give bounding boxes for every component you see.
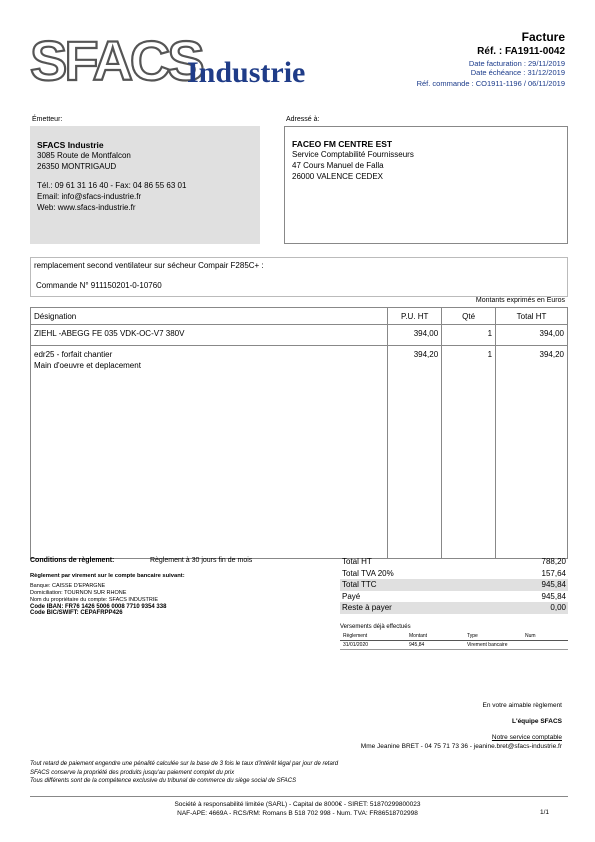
payments-table: Règlement Montant Type Num 31/01/2020 945,84 Virement bancaire (340, 632, 568, 650)
row-qty: 1 (442, 346, 496, 559)
row-total: 394,00 (496, 325, 568, 346)
row-pu: 394,20 (388, 346, 442, 559)
virement-title: Règlement par virement sur le compte bancaire suivant: (30, 573, 185, 579)
addressee-line1: Service Comptabilité Fournisseurs (292, 150, 414, 159)
addressee-line3: 26000 VALENCE CEDEX (292, 172, 384, 181)
emitter-box (30, 126, 260, 244)
bank-name: Banque: CAISSE D'EPARGNE (30, 583, 106, 589)
conditions-label: Conditions de règlement: (30, 557, 115, 564)
bank-domiciliation: Domiciliation: TOURNON SUR RHONE (30, 590, 127, 596)
total-ht-row: Total HT 788,20 (342, 557, 566, 567)
invoice-ref: Réf. : FA1911-0042 (477, 46, 565, 57)
ref-commande: Réf. commande : CO1911-1196 / 06/11/2019 (416, 79, 565, 88)
addressee-label: Adressé à: (286, 116, 320, 123)
closing-service: Notre service comptable (491, 734, 562, 741)
addressee-box (284, 126, 568, 244)
col-designation: Désignation (31, 308, 388, 325)
date-echeance: Date échéance : 31/12/2019 (470, 68, 565, 77)
legal-notice: Tout retard de paiement engendre une pénalité calculée sur la base de 3 fois le taux d'intérêt légal par jour de retard SFACS conserve la propriété des produits jusqu'au paiement complet du prix Tous différents sont de la compétence exclusive du tribunal de commerce du siège social de SFACS (30, 761, 339, 784)
company-logo (30, 30, 320, 88)
total-ttc-row: Total TTC 945,84 (342, 580, 566, 590)
bic: Code BIC/SWIFT: CEPAFRPP426 (30, 610, 123, 616)
emitter-email: Email: info@sfacs-industrie.fr (37, 192, 142, 201)
iban: Code IBAN: FR76 1426 5006 0008 7710 9354 338 (30, 604, 167, 610)
table-row: 31/01/2020 945,84 Virement bancaire (340, 641, 568, 650)
table-row (31, 325, 568, 346)
invoice-title: Facture (521, 30, 565, 44)
row-pu: 394,00 (388, 325, 442, 346)
emitter-address1: 3085 Route de Montfalcon (37, 151, 131, 160)
total-tva-row: Total TVA 20% 157,64 (342, 568, 566, 578)
footer-divider (30, 796, 568, 797)
account-owner: Nom du propriétaire du compte: SFACS INDUSTRIE (30, 597, 159, 603)
row-detail: Main d'oeuvre et deplacement (34, 361, 141, 370)
currency-note: Montants exprimés en Euros (475, 297, 565, 304)
description-line1: remplacement second ventilateur sur sécheur Compair F285C+ : (34, 261, 264, 270)
invoice-header (417, 30, 565, 88)
paid-row: Payé 945,84 (342, 591, 566, 601)
remaining-row: Reste à payer 0,00 (342, 603, 566, 613)
footer (0, 800, 595, 818)
closing-contact: Mme Jeanine BRET - 04 75 71 73 36 - jeanine.bret@sfacs-industrie.fr (360, 743, 562, 750)
emitter-name: SFACS Industrie (37, 140, 104, 150)
addressee-line2: 47 Cours Manuel de Falla (292, 161, 384, 170)
footer-line2: NAF-APE: 4669A - RCS/RM: Romans B 518 702 998 - Num. TVA: FR86518702998 (177, 810, 418, 817)
table-header (31, 308, 568, 325)
items-table (30, 307, 568, 559)
emitter-web: Web: www.sfacs-industrie.fr (37, 203, 136, 212)
emitter-tel: Tél.: 09 61 31 16 40 - Fax: 04 86 55 63 01 (37, 181, 187, 190)
date-facturation: Date facturation : 29/11/2019 (468, 59, 565, 68)
footer-line1: Société à responsabilité limitée (SARL) - Capital de 8000€ - SIRET: 51870299800023 (174, 801, 421, 808)
row-designation: ZIEHL -ABEGG FE 035 VDK-OC-V7 380V (31, 325, 388, 346)
payments-title: Versements déjà effectués (340, 624, 411, 630)
emitter-label: Émetteur: (32, 116, 63, 123)
conditions-value: Règlement à 30 jours fin de mois (149, 557, 253, 564)
row-total: 394,20 (496, 346, 568, 559)
description-box (30, 257, 568, 297)
svg-text:Industrie: Industrie (187, 56, 306, 88)
row-designation: edr25 - forfait chantier (34, 350, 113, 359)
row-qty: 1 (442, 325, 496, 346)
page-number: 1/1 (539, 809, 549, 816)
payment-conditions (30, 557, 252, 616)
col-qty: Qté (442, 308, 496, 325)
closing-greeting: En votre aimable règlement (482, 702, 562, 709)
closing-team: L'équipe SFACS (512, 718, 562, 725)
description-line2: Commande N° 911150201-0-10760 (36, 281, 162, 290)
table-row (31, 346, 568, 559)
totals-block (340, 556, 568, 614)
col-total: Total HT (496, 308, 568, 325)
emitter-address2: 26350 MONTRIGAUD (37, 162, 117, 171)
svg-text:SFACS: SFACS (30, 30, 202, 88)
payments-made (340, 624, 568, 650)
addressee-name: FACEO FM CENTRE EST (292, 139, 393, 149)
col-pu: P.U. HT (388, 308, 442, 325)
